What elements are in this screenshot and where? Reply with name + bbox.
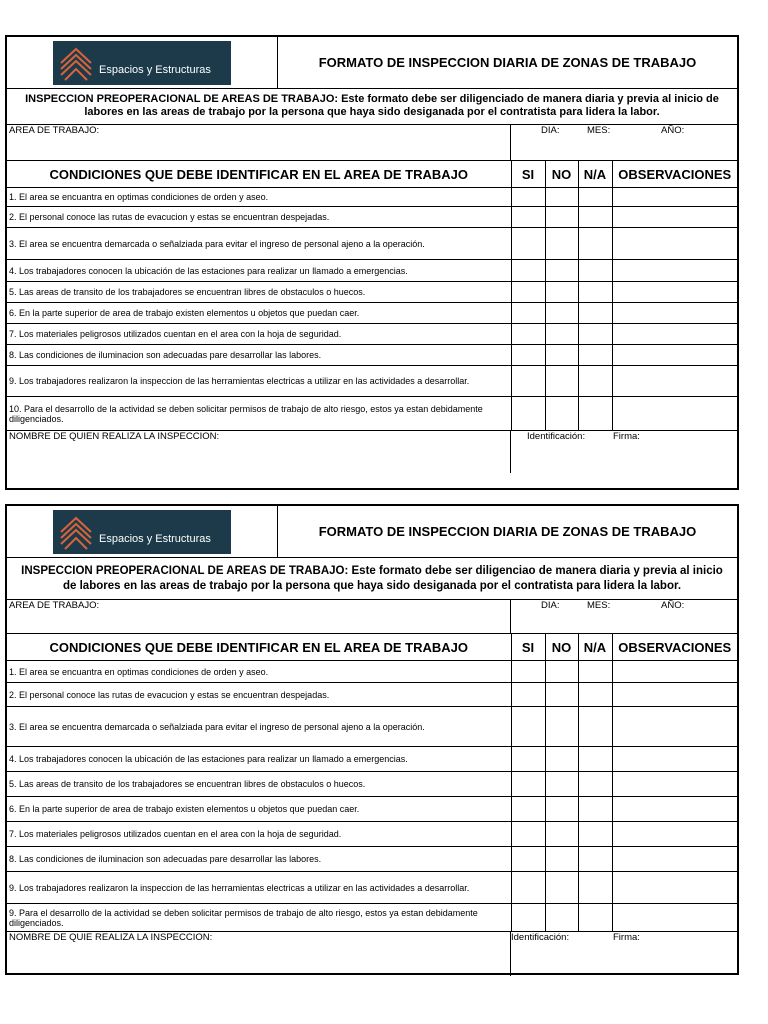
inspector-name-field[interactable] bbox=[7, 431, 511, 473]
condition-item: 3. El area se encuentra demarcada o señalziada para evitar el ingreso de personal ajeno a la operación. bbox=[7, 707, 511, 747]
si-cell[interactable] bbox=[511, 797, 545, 822]
observaciones-cell[interactable] bbox=[612, 282, 737, 303]
col-no: NO bbox=[545, 161, 578, 188]
no-cell[interactable] bbox=[545, 904, 578, 932]
observaciones-cell[interactable] bbox=[612, 324, 737, 345]
inspection-form-2 bbox=[5, 504, 739, 975]
condition-item: 3. El area se encuentra demarcada o señalziada para evitar el ingreso de personal ajeno a la operación. bbox=[7, 228, 511, 260]
na-cell[interactable] bbox=[578, 260, 612, 282]
condition-item: 1. El area se encuantra en optimas condiciones de orden y aseo. bbox=[7, 188, 511, 207]
si-cell[interactable] bbox=[511, 772, 545, 797]
no-cell[interactable] bbox=[545, 747, 578, 772]
form-header bbox=[7, 506, 737, 558]
no-cell[interactable] bbox=[545, 366, 578, 397]
na-cell[interactable] bbox=[578, 207, 612, 228]
mes-field[interactable]: MES: bbox=[587, 125, 611, 136]
na-cell[interactable] bbox=[578, 303, 612, 324]
form-header bbox=[7, 37, 737, 89]
si-cell[interactable] bbox=[511, 324, 545, 345]
col-observaciones: OBSERVACIONES bbox=[612, 161, 737, 188]
conditions-table bbox=[7, 161, 737, 431]
observaciones-cell[interactable] bbox=[612, 228, 737, 260]
si-cell[interactable] bbox=[511, 228, 545, 260]
si-cell[interactable] bbox=[511, 847, 545, 872]
observaciones-cell[interactable] bbox=[612, 772, 737, 797]
no-cell[interactable] bbox=[545, 282, 578, 303]
col-na: N/A bbox=[578, 161, 612, 188]
si-cell[interactable] bbox=[511, 683, 545, 707]
na-cell[interactable] bbox=[578, 747, 612, 772]
firma-field[interactable]: Firma: bbox=[613, 431, 640, 442]
condition-item: 5. Las areas de transito de los trabajadores se encuentran libres de obstaculos o huecos. bbox=[7, 282, 511, 303]
no-cell[interactable] bbox=[545, 707, 578, 747]
condition-item: 5. Las areas de transito de los trabajadores se encuentran libres de obstaculos o huecos. bbox=[7, 772, 511, 797]
si-cell[interactable] bbox=[511, 822, 545, 847]
na-cell[interactable] bbox=[578, 707, 612, 747]
na-cell[interactable] bbox=[578, 772, 612, 797]
na-cell[interactable] bbox=[578, 324, 612, 345]
no-cell[interactable] bbox=[545, 397, 578, 431]
company-logo bbox=[53, 41, 231, 85]
condition-item: 1. El area se encuantra en optimas condiciones de orden y aseo. bbox=[7, 661, 511, 683]
col-na: N/A bbox=[578, 634, 612, 661]
condition-item: 7. Los materiales peligrosos utilizados cuentan en el area con la hoja de seguridad. bbox=[7, 324, 511, 345]
logo-text: Espacios y Estructuras bbox=[99, 532, 211, 545]
col-no: NO bbox=[545, 634, 578, 661]
identificacion-field[interactable]: Identificación: bbox=[511, 932, 570, 943]
stairs-logo-icon bbox=[59, 45, 93, 81]
no-cell[interactable] bbox=[545, 772, 578, 797]
na-cell[interactable] bbox=[578, 904, 612, 932]
logo-cell bbox=[7, 37, 278, 88]
condition-item: 4. Los trabajadores conocen la ubicación de las estaciones para realizar un llamado a emergencias. bbox=[7, 260, 511, 282]
observaciones-cell[interactable] bbox=[612, 707, 737, 747]
no-cell[interactable] bbox=[545, 188, 578, 207]
no-cell[interactable] bbox=[545, 797, 578, 822]
no-cell[interactable] bbox=[545, 207, 578, 228]
inspector-name-field[interactable] bbox=[7, 932, 511, 976]
no-cell[interactable] bbox=[545, 683, 578, 707]
area-row bbox=[7, 600, 737, 634]
area-row bbox=[7, 125, 737, 161]
condition-item: 6. En la parte superior de area de trabajo existen elementos u objetos que puedan caer. bbox=[7, 303, 511, 324]
si-cell[interactable] bbox=[511, 661, 545, 683]
condition-item: 6. En la parte superior de area de trabajo existen elementos u objetos que puedan caer. bbox=[7, 797, 511, 822]
na-cell[interactable] bbox=[578, 872, 612, 904]
condition-item: 4. Los trabajadores conocen la ubicación de las estaciones para realizar un llamado a emergencias. bbox=[7, 747, 511, 772]
col-conditions: CONDICIONES QUE DEBE IDENTIFICAR EN EL AREA DE TRABAJO bbox=[7, 634, 511, 661]
inspector-label: NOMBRE DE QUIEN REALIZA LA INSPECCION: bbox=[9, 431, 220, 442]
no-cell[interactable] bbox=[545, 260, 578, 282]
inspection-form-1 bbox=[5, 35, 739, 490]
si-cell[interactable] bbox=[511, 747, 545, 772]
observaciones-cell[interactable] bbox=[612, 661, 737, 683]
na-cell[interactable] bbox=[578, 847, 612, 872]
observaciones-cell[interactable] bbox=[612, 847, 737, 872]
na-cell[interactable] bbox=[578, 822, 612, 847]
observaciones-cell[interactable] bbox=[612, 303, 737, 324]
observaciones-cell[interactable] bbox=[612, 904, 737, 932]
no-cell[interactable] bbox=[545, 303, 578, 324]
dia-field[interactable]: DIA: bbox=[541, 125, 560, 136]
signature-fields bbox=[511, 932, 737, 976]
condition-item: 9. Para el desarrollo de la actividad se deben solicitar permisos de trabajo de alto riesgo, estos ya estan debidamente diligenciados. bbox=[7, 904, 511, 932]
area-field[interactable] bbox=[7, 600, 511, 633]
col-observaciones: OBSERVACIONES bbox=[612, 634, 737, 661]
date-fields bbox=[511, 600, 737, 633]
observaciones-cell[interactable] bbox=[612, 397, 737, 431]
condition-item: 8. Las condiciones de iluminacion son adecuadas pare desarrollar las labores. bbox=[7, 345, 511, 366]
condition-item: 8. Las condiciones de iluminacion son adecuadas pare desarrollar las labores. bbox=[7, 847, 511, 872]
area-field[interactable] bbox=[7, 125, 511, 160]
signature-fields bbox=[511, 431, 737, 473]
dia-field[interactable]: DIA: bbox=[541, 600, 560, 611]
na-cell[interactable] bbox=[578, 282, 612, 303]
condition-item: 9. Los trabajadores realizaron la inspeccion de las herramientas electricas a utilizar en las actividades a desarrollar. bbox=[7, 872, 511, 904]
si-cell[interactable] bbox=[511, 188, 545, 207]
no-cell[interactable] bbox=[545, 847, 578, 872]
si-cell[interactable] bbox=[511, 260, 545, 282]
inspector-label: NOMBRE DE QUIE REALIZA LA INSPECCION: bbox=[9, 932, 213, 943]
conditions-table bbox=[7, 634, 737, 932]
na-cell[interactable] bbox=[578, 228, 612, 260]
identificacion-field[interactable]: Identificación: bbox=[527, 431, 586, 442]
stairs-logo-icon bbox=[59, 514, 93, 550]
si-cell[interactable] bbox=[511, 397, 545, 431]
col-si: SI bbox=[511, 161, 545, 188]
col-si: SI bbox=[511, 634, 545, 661]
form-intro: INSPECCION PREOPERACIONAL DE AREAS DE TRABAJO: Este formato debe ser diligenciao de manera diaria y previa al inicio de labores en las areas de trabajo por la persona que haya sido desiganada por el contratista para lidera la labor. bbox=[7, 558, 737, 600]
si-cell[interactable] bbox=[511, 872, 545, 904]
observaciones-cell[interactable] bbox=[612, 260, 737, 282]
condition-item: 9. Los trabajadores realizaron la inspeccion de las herramientas electricas a utilizar en las actividades a desarrollar. bbox=[7, 366, 511, 397]
mes-field[interactable]: MES: bbox=[587, 600, 611, 611]
form-title: FORMATO DE INSPECCION DIARIA DE ZONAS DE TRABAJO bbox=[318, 524, 697, 539]
logo-text: Espacios y Estructuras bbox=[99, 63, 211, 76]
no-cell[interactable] bbox=[545, 345, 578, 366]
firma-field[interactable]: Firma: bbox=[613, 932, 640, 943]
na-cell[interactable] bbox=[578, 797, 612, 822]
observaciones-cell[interactable] bbox=[612, 747, 737, 772]
si-cell[interactable] bbox=[511, 366, 545, 397]
si-cell[interactable] bbox=[511, 707, 545, 747]
observaciones-cell[interactable] bbox=[612, 188, 737, 207]
no-cell[interactable] bbox=[545, 822, 578, 847]
condition-item: 10. Para el desarrollo de la actividad se deben solicitar permisos de trabajo de alto riesgo, estos ya estan debidamente diligenciados. bbox=[7, 397, 511, 431]
no-cell[interactable] bbox=[545, 228, 578, 260]
ano-field[interactable]: AÑO: bbox=[661, 125, 685, 136]
condition-item: 2. El personal conoce las rutas de evacucion y estas se encuentran despejadas. bbox=[7, 207, 511, 228]
company-logo bbox=[53, 510, 231, 554]
observaciones-cell[interactable] bbox=[612, 822, 737, 847]
form-intro: INSPECCION PREOPERACIONAL DE AREAS DE TRABAJO: Este formato debe ser diligenciado de manera diaria y previa al inicio de labores en las areas de trabajo por la persona que haya sido desiganada por el contratista para lidera la labor. bbox=[7, 89, 737, 125]
si-cell[interactable] bbox=[511, 904, 545, 932]
area-label: AREA DE TRABAJO: bbox=[9, 125, 100, 136]
area-label: AREA DE TRABAJO: bbox=[9, 600, 100, 611]
no-cell[interactable] bbox=[545, 324, 578, 345]
si-cell[interactable] bbox=[511, 207, 545, 228]
ano-field[interactable]: AÑO: bbox=[661, 600, 685, 611]
form-title: FORMATO DE INSPECCION DIARIA DE ZONAS DE TRABAJO bbox=[318, 55, 697, 70]
signature-row bbox=[7, 932, 737, 976]
si-cell[interactable] bbox=[511, 345, 545, 366]
signature-row bbox=[7, 431, 737, 473]
observaciones-cell[interactable] bbox=[612, 207, 737, 228]
no-cell[interactable] bbox=[545, 661, 578, 683]
na-cell[interactable] bbox=[578, 397, 612, 431]
date-fields bbox=[511, 125, 737, 160]
si-cell[interactable] bbox=[511, 303, 545, 324]
condition-item: 2. El personal conoce las rutas de evacucion y estas se encuentran despejadas. bbox=[7, 683, 511, 707]
no-cell[interactable] bbox=[545, 872, 578, 904]
condition-item: 7. Los materiales peligrosos utilizados cuentan en el area con la hoja de seguridad. bbox=[7, 822, 511, 847]
na-cell[interactable] bbox=[578, 366, 612, 397]
na-cell[interactable] bbox=[578, 661, 612, 683]
na-cell[interactable] bbox=[578, 345, 612, 366]
observaciones-cell[interactable] bbox=[612, 872, 737, 904]
observaciones-cell[interactable] bbox=[612, 683, 737, 707]
na-cell[interactable] bbox=[578, 188, 612, 207]
si-cell[interactable] bbox=[511, 282, 545, 303]
observaciones-cell[interactable] bbox=[612, 797, 737, 822]
observaciones-cell[interactable] bbox=[612, 345, 737, 366]
observaciones-cell[interactable] bbox=[612, 366, 737, 397]
col-conditions: CONDICIONES QUE DEBE IDENTIFICAR EN EL AREA DE TRABAJO bbox=[7, 161, 511, 188]
na-cell[interactable] bbox=[578, 683, 612, 707]
logo-cell bbox=[7, 506, 278, 557]
